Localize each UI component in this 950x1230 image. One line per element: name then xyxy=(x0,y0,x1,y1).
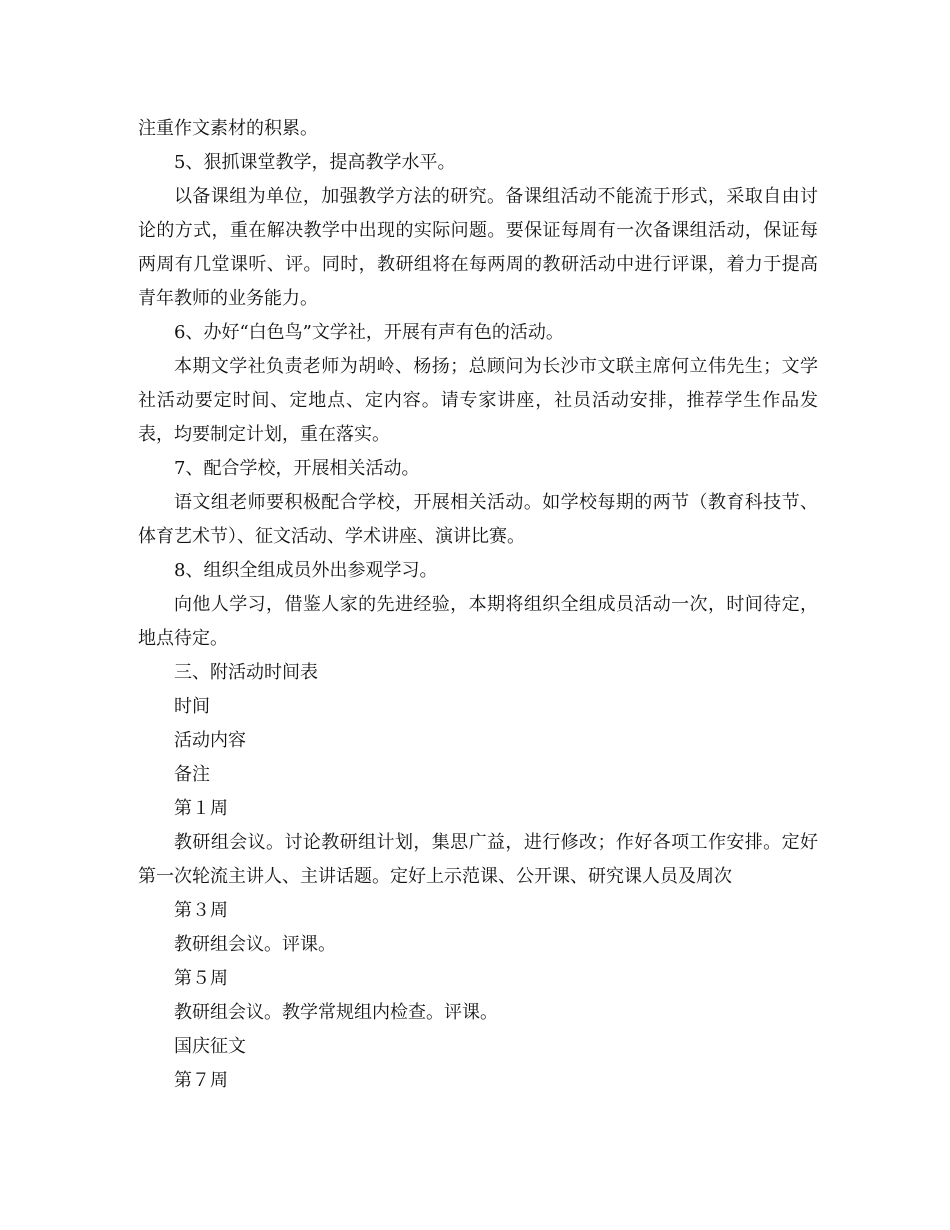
schedule-header-time: 时间 xyxy=(174,696,210,717)
schedule-week-5-content: 教研组会议。教学常规组内检查。评课。 xyxy=(174,1002,498,1023)
paragraph-lesson-group: 以备课组为单位，加强教学方法的研究。备课组活动不能流于形式，采取自由讨论的方式，重在解决教学中出现的实际问题。要保证每周有一次备课组活动，保证每两周有几堂课听、评。同时，教研组将在每两周的教研活动中进行评课，着力于提高青年教师的业务能力。 xyxy=(138,186,818,309)
heading-study-visit: 8、组织全组成员外出参观学习。 xyxy=(174,560,438,581)
document-page xyxy=(138,112,818,1098)
schedule-week-5: 第５周 xyxy=(174,968,228,989)
schedule-week-1-content: 教研组会议。讨论教研组计划，集思广益，进行修改；作好各项工作安排。定好第一次轮流主讲人、主讲话题。定好上示范课、公开课、研究课人员及周次 xyxy=(138,832,818,887)
paragraph-school-cooperation: 语文组老师要积极配合学校，开展相关活动。如学校每期的两节（教育科技节、体育艺术节）、征文活动、学术讲座、演讲比赛。 xyxy=(138,492,818,547)
paragraph-study-visit: 向他人学习，借鉴人家的先进经验，本期将组织全组成员活动一次，时间待定，地点待定。 xyxy=(138,594,818,649)
heading-school-cooperation: 7、配合学校，开展相关活动。 xyxy=(174,458,420,479)
schedule-header-content: 活动内容 xyxy=(174,730,246,751)
paragraph-material-accumulation: 注重作文素材的积累。 xyxy=(138,118,318,139)
heading-literary-society: 6、办好“白色鸟”文学社，开展有声有色的活动。 xyxy=(174,322,564,343)
schedule-week-3-content: 教研组会议。评课。 xyxy=(174,934,336,955)
paragraph-literary-society: 本期文学社负责老师为胡岭、杨扬；总顾问为长沙市文联主席何立伟先生；文学社活动要定时间、定地点、定内容。请专家讲座，社员活动安排，推荐学生作品发表，均要制定计划，重在落实。 xyxy=(138,356,818,445)
schedule-week-7: 第７周 xyxy=(174,1070,228,1091)
schedule-week-1: 第１周 xyxy=(174,798,228,819)
schedule-week-5-note: 国庆征文 xyxy=(174,1036,246,1057)
schedule-week-3: 第３周 xyxy=(174,900,228,921)
schedule-header-notes: 备注 xyxy=(174,764,210,785)
heading-classroom-teaching: 5、狠抓课堂教学，提高教学水平。 xyxy=(174,152,456,173)
heading-schedule: 三、附活动时间表 xyxy=(174,662,318,683)
